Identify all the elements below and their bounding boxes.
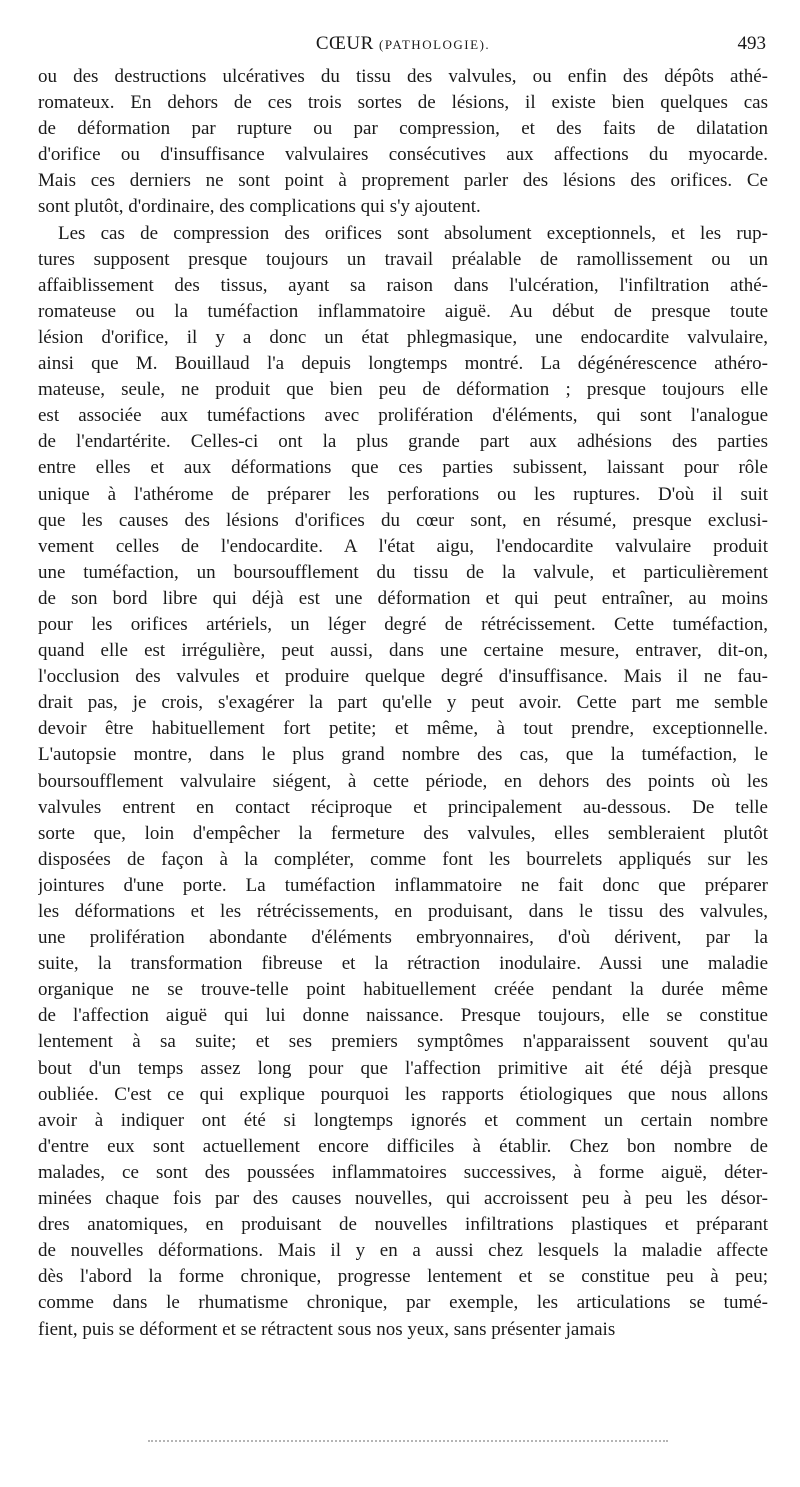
text-line: est associée aux tuméfactions avec prolifération d'éléments, qui sont l'analogue [38,405,768,427]
text-line: une tuméfaction, un boursoufflement du tissu de la valvule, et particulièrement [38,561,768,583]
text-line: de l'endartérite. Celles-ci ont la plus grande part aux adhésions des parties [38,431,768,453]
text-line: tures supposent presque toujours un travail préalable de ramollissement ou un [38,248,768,270]
text-line: mateuse, seule, ne produit que bien peu de déformation ; presque toujours elle [38,379,768,401]
text-line: d'entre eux sont actuellement encore difficiles à établir. Chez bon nombre de [38,1135,768,1157]
running-title-subtitle: (PATHOLOGIE). [379,37,491,52]
running-title-main: CŒUR [315,33,374,54]
text-line: jointures d'une porte. La tuméfaction inflammatoire ne fait donc que préparer [38,874,768,896]
text-line: bout d'un temps assez long pour que l'affection primitive ait été déjà presque [38,1057,768,1079]
text-line: dres anatomiques, en produisant de nouvelles infiltrations plastiques et préparant [38,1214,768,1236]
text-line: minées chaque fois par des causes nouvelles, qui accroissent peu à peu les désor- [38,1188,768,1210]
text-line: romateux. En dehors de ces trois sortes de lésions, il existe bien quelques cas [38,92,768,114]
text-line: boursoufflement valvulaire siégent, à cette période, en dehors des points où les [38,770,768,792]
running-head [38,32,768,56]
text-line: ainsi que M. Bouillaud l'a depuis longtemps montré. La dégénérescence athéro- [38,353,768,375]
text-line: unique à l'athérome de préparer les perforations ou les ruptures. D'où il suit [38,483,768,505]
text-line: avoir à indiquer ont été si longtemps ignorés et comment un certain nombre [38,1109,768,1131]
text-line: l'occlusion des valvules et produire quelque degré d'insuffisance. Mais il ne fau- [38,666,768,688]
text-line: suite, la transformation fibreuse et la rétraction inodulaire. Aussi une maladie [38,953,768,975]
bottom-margin-specks [148,1440,668,1448]
text-line: oubliée. C'est ce qui explique pourquoi les rapports étiologiques que nous allons [38,1083,768,1105]
text-line: de déformation par rupture ou par compression, et des faits de dilatation [38,118,768,140]
text-line: d'orifice ou d'insuffisance valvulaires consécutives aux affections du myocarde. [38,144,768,166]
text-line: les déformations et les rétrécissements, en produisant, dans le tissu des valvules, [38,901,768,922]
text-line: organique ne se trouve-telle point habituellement créée pendant la durée même [38,979,768,1001]
text-line: vement celles de l'endocardite. A l'état aigu, l'endocardite valvulaire produit [38,535,768,557]
text-line: Les cas de compression des orifices sont absolument exceptionnels, et les rup- [58,222,768,244]
text-line: drait pas, je crois, s'exagérer la part qu'elle y peut avoir. Cette part me semble [38,692,768,714]
text-line: lentement à sa suite; et ses premiers symptômes n'apparaissent souvent qu'au [38,1031,768,1053]
text-line: disposées de façon à la compléter, comme font les bourrelets appliqués sur les [38,848,768,870]
text-line: de nouvelles déformations. Mais il y en a aussi chez lesquels la maladie affecte [38,1240,768,1262]
text-line: romateuse ou la tuméfaction inflammatoire aiguë. Au début de presque toute [38,300,768,322]
text-line: que les causes des lésions d'orifices du cœur sont, en résumé, presque exclusi- [38,509,768,531]
text-line: affaiblissement des tissus, ayant sa raison dans l'ulcération, l'infiltration athé- [38,274,768,296]
text-line: L'autopsie montre, dans le plus grand nombre des cas, que la tuméfaction, le [38,744,768,766]
text-line: sorte que, loin d'empêcher la fermeture des valvules, elles sembleraient plutôt [38,822,768,844]
text-line: sont plutôt, d'ordinaire, des complications qui s'y ajoutent. [38,196,481,218]
text-line: lésion d'orifice, il y a donc un état phlegmasique, une endocardite valvulaire, [38,326,768,348]
text-line: ou des destructions ulcératives du tissu des valvules, ou enfin des dépôts athé- [38,66,768,87]
text-line: comme dans le rhumatisme chronique, par exemple, les articulations se tumé- [38,1292,768,1314]
text-line: devoir être habituellement fort petite; et même, à tout prendre, exceptionnelle. [38,718,768,740]
text-line: de son bord libre qui déjà est une déformation et qui peut entraîner, au moins [38,587,768,609]
text-line: entre elles et aux déformations que ces parties subissent, laissant pour rôle [38,457,768,479]
text-line: valvules entrent en contact réciproque et principalement au-dessous. De telle [38,796,768,818]
book-page [38,0,768,1487]
text-line: fient, puis se déforment et se rétractent sous nos yeux, sans présenter jamais [38,1318,616,1340]
text-line: quand elle est irrégulière, peut aussi, dans une certaine mesure, entraver, dit-on, [38,640,768,662]
text-line: une prolifération abondante d'éléments embryonnaires, d'où dérivent, par la [38,927,768,949]
text-line: de l'affection aiguë qui lui donne naissance. Presque toujours, elle se constitue [38,1005,768,1027]
page-number: 493 [737,33,766,54]
text-line: Mais ces derniers ne sont point à proprement parler des lésions des orifices. Ce [38,170,768,192]
body-text [38,64,768,1343]
running-title [38,32,768,57]
text-line: dès l'abord la forme chronique, progresse lentement et se constitue peu à peu; [38,1266,768,1288]
text-line: pour les orifices artériels, un léger degré de rétrécissement. Cette tuméfaction, [38,613,768,635]
text-line: malades, ce sont des poussées inflammatoires successives, à forme aiguë, déter- [38,1161,768,1183]
